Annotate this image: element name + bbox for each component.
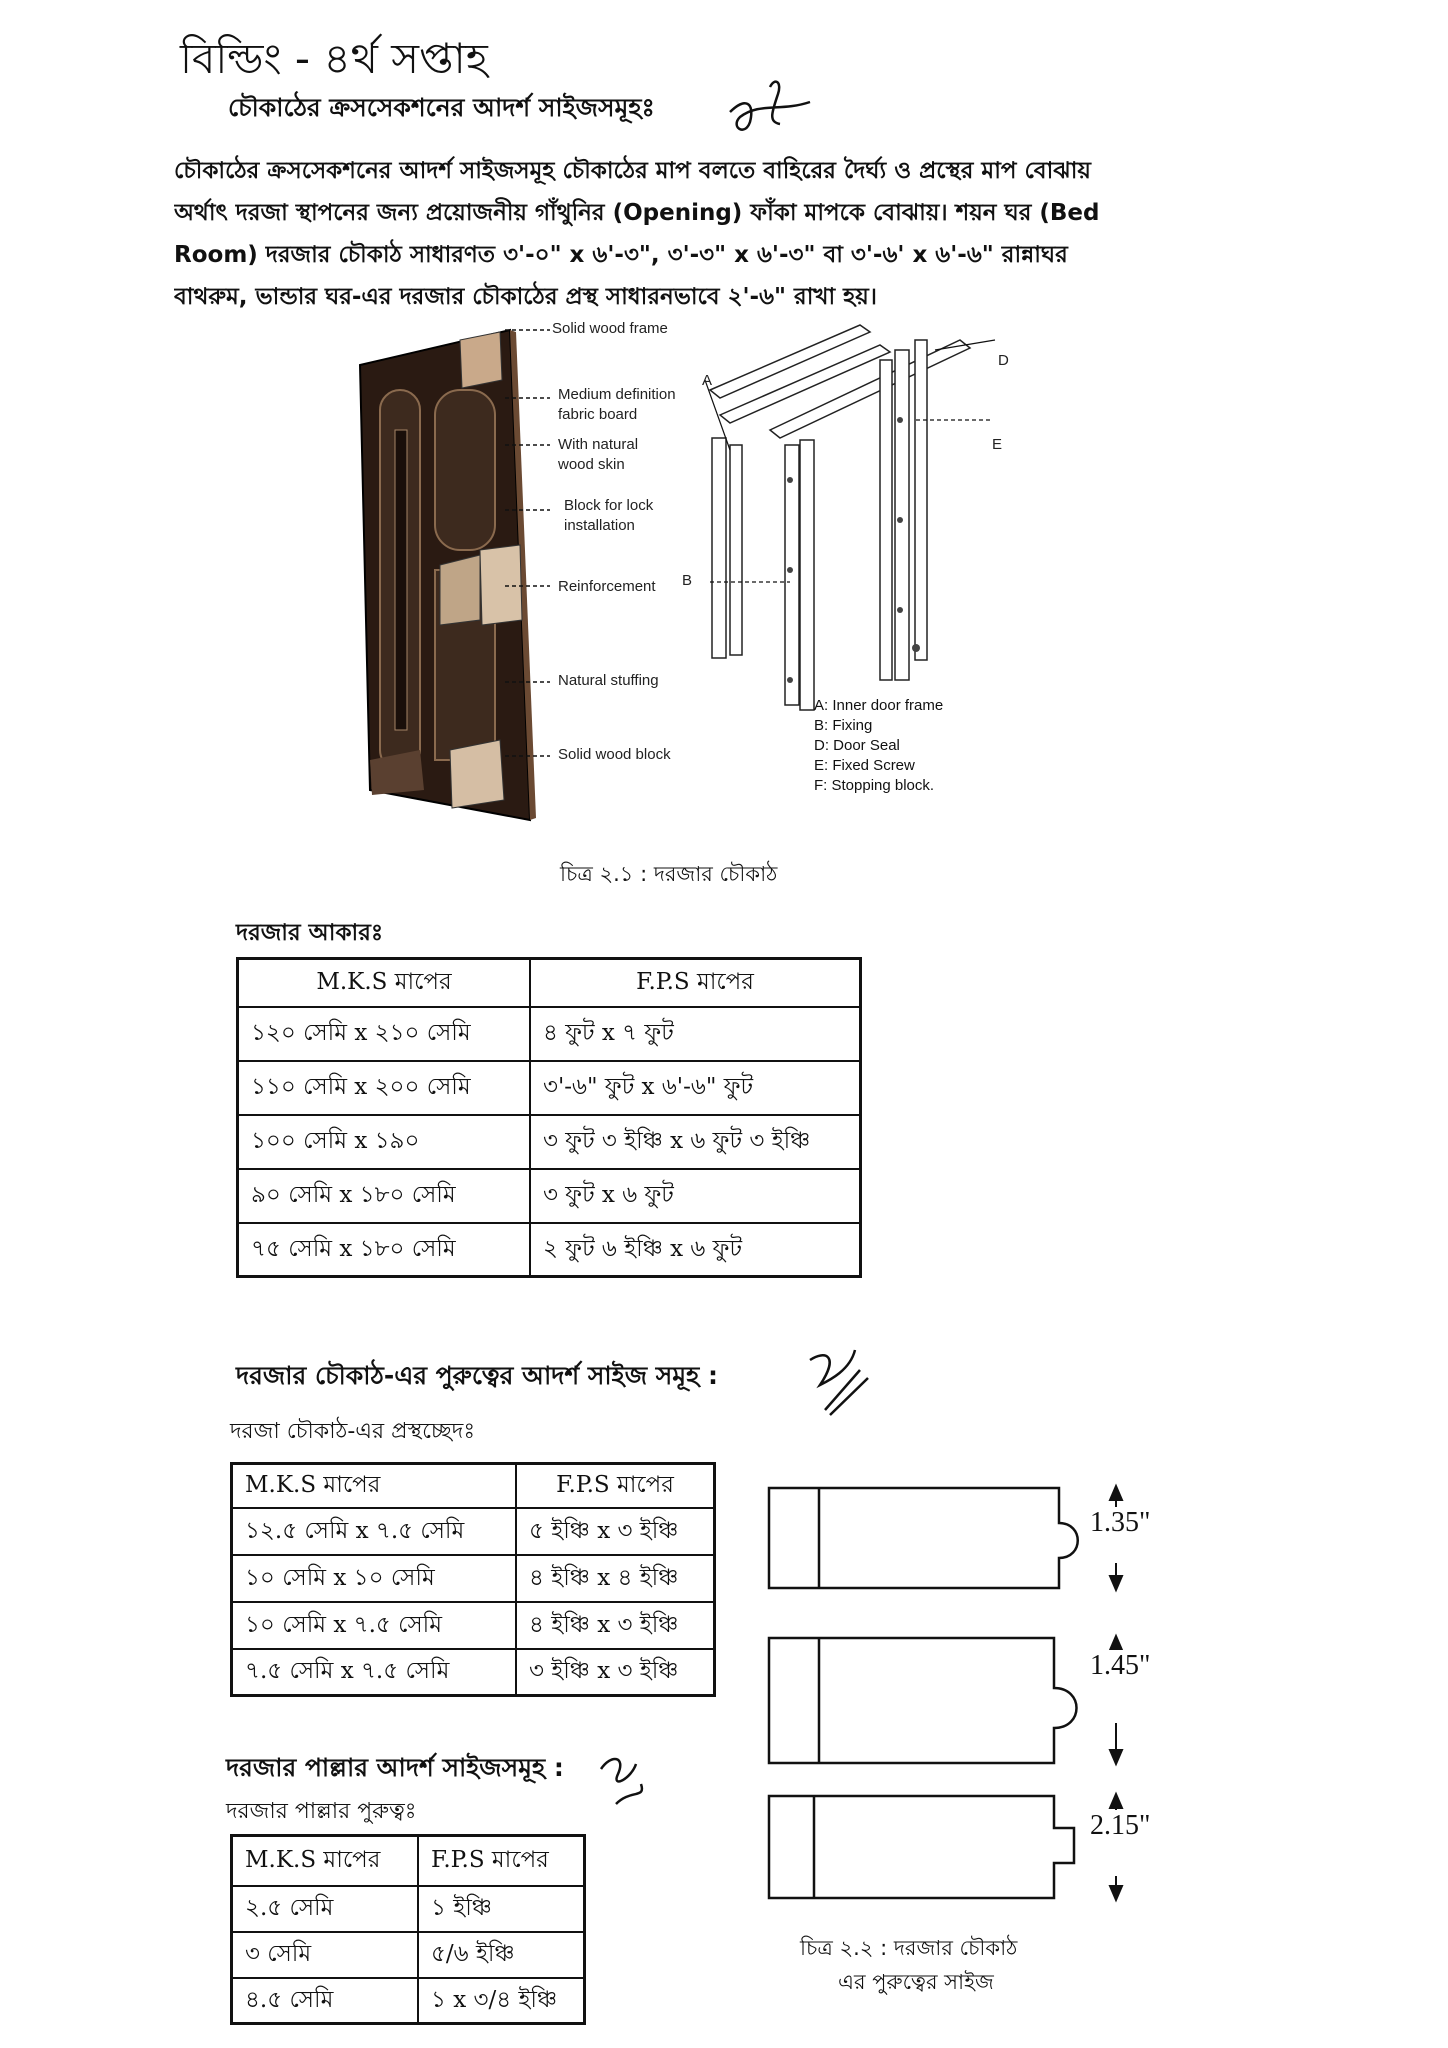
table-row bbox=[238, 1061, 861, 1115]
legend-item: D: Door Seal bbox=[814, 737, 900, 754]
table-cell: ১০ সেমি x ৭.৫ সেমি bbox=[232, 1602, 517, 1649]
legend-item: A: Inner door frame bbox=[814, 697, 944, 714]
table-header: F.P.S মাপের bbox=[418, 1836, 585, 1886]
table-row bbox=[232, 1649, 715, 1696]
label-skin-line1: With natural bbox=[558, 436, 639, 453]
table-cell: ৩ ইঞ্চি x ৩ ইঞ্চি bbox=[516, 1649, 715, 1696]
door-frame-exploded-diagram bbox=[690, 320, 1020, 740]
table-cell: ১০ সেমি x ১০ সেমি bbox=[232, 1555, 517, 1602]
table-header: M.K.S মাপের bbox=[232, 1464, 517, 1508]
table-cell: ১ ইঞ্চি bbox=[418, 1886, 585, 1932]
table-cell: ৭.৫ সেমি x ৭.৫ সেমি bbox=[232, 1649, 517, 1696]
table-cell: ২.৫ সেমি bbox=[232, 1886, 419, 1932]
leaf-thickness-table bbox=[230, 1834, 586, 2025]
table-cell: ১২.৫ সেমি x ৭.৫ সেমি bbox=[232, 1508, 517, 1555]
leaf-thickness-heading: দরজার পাল্লার আদর্শ সাইজসমূহ : bbox=[226, 1753, 564, 1782]
frame-letter-e: E bbox=[992, 436, 1003, 453]
frame-legend bbox=[814, 696, 943, 796]
handwritten-mark-3 bbox=[596, 1744, 676, 1814]
frame-thickness-table bbox=[230, 1462, 716, 1697]
intro-line-2: অর্থাৎ দরজা স্থাপনের জন্য প্রয়োজনীয় গাঁথুনির (Opening) ফাঁকা মাপকে বোঝায়। শয়ন ঘর (Bed bbox=[174, 200, 1100, 226]
intro-paragraph bbox=[174, 150, 1184, 318]
table-cell: ১১০ সেমি x ২০০ সেমি bbox=[238, 1061, 531, 1115]
dimension-label-1: 1.35" bbox=[1090, 1507, 1151, 1538]
table-row bbox=[232, 1886, 585, 1932]
page-title: বিল্ডিং - ৪র্থ সপ্তাহ bbox=[180, 34, 488, 83]
frame-thickness-heading: দরজার চৌকাঠ-এর পুরুত্বের আদর্শ সাইজ সমূহ : bbox=[236, 1361, 718, 1390]
handwritten-mark-1 bbox=[720, 72, 830, 142]
door-size-table bbox=[236, 957, 862, 1278]
label-solid-wood-frame: Solid wood frame bbox=[552, 320, 668, 337]
table-cell: ১২০ সেমি x ২১০ সেমি bbox=[238, 1007, 531, 1061]
handwritten-mark-2 bbox=[800, 1340, 880, 1420]
label-solid-wood-block: Solid wood block bbox=[558, 746, 671, 763]
table-cell: ৪ ইঞ্চি x ৪ ইঞ্চি bbox=[516, 1555, 715, 1602]
table-header: M.K.S মাপের bbox=[238, 959, 531, 1007]
frame-thickness-subheading: দরজা চৌকাঠ-এর প্রস্থচ্ছেদঃ bbox=[230, 1419, 476, 1444]
intro-line-4: বাথরুম, ভান্ডার ঘর-এর দরজার চৌকাঠের প্রস্থ সাধারনভাবে ২'-৬" রাখা হয়। bbox=[174, 284, 878, 310]
table-cell: ১০০ সেমি x ১৯০ bbox=[238, 1115, 531, 1169]
figure1-caption: চিত্র ২.১ : দরজার চৌকাঠ bbox=[560, 862, 778, 886]
table-cell: ৪.৫ সেমি bbox=[232, 1978, 419, 2024]
intro-line-3: Room) দরজার চৌকাঠ সাধারণত ৩'-০" x ৬'-৩", ৩'-৩" x ৬'-৩" বা ৩'-৬' x ৬'-৬" রান্নাঘর bbox=[174, 242, 1068, 268]
legend-item: E: Fixed Screw bbox=[814, 757, 915, 774]
door-size-heading: দরজার আকারঃ bbox=[236, 920, 384, 946]
table-row bbox=[232, 1508, 715, 1555]
table-cell: ৫ ইঞ্চি x ৩ ইঞ্চি bbox=[516, 1508, 715, 1555]
table-cell: ১ x ৩/৪ ইঞ্চি bbox=[418, 1978, 585, 2024]
table-row bbox=[232, 1555, 715, 1602]
table-cell: ৩ ফুট ৩ ইঞ্চি x ৬ ফুট ৩ ইঞ্চি bbox=[530, 1115, 861, 1169]
figure2-caption-line2: এর পুরুত্বের সাইজ bbox=[838, 1970, 994, 1994]
frame-letter-b: B bbox=[682, 572, 693, 589]
label-natural-stuffing: Natural stuffing bbox=[558, 672, 659, 689]
table-cell: ৩ সেমি bbox=[232, 1932, 419, 1978]
table-row bbox=[238, 1169, 861, 1223]
frame-profile-diagrams bbox=[764, 1478, 1134, 1918]
dimension-label-3: 2.15" bbox=[1090, 1810, 1151, 1841]
table-header: F.P.S মাপের bbox=[530, 959, 861, 1007]
table-cell: ৪ ইঞ্চি x ৩ ইঞ্চি bbox=[516, 1602, 715, 1649]
section-heading-cross-section: চৌকাঠের ক্রসসেকশনের আদর্শ সাইজসমূহঃ bbox=[228, 93, 655, 122]
label-lock-line1: Block for lock bbox=[564, 497, 654, 514]
intro-line-1: চৌকাঠের ক্রসসেকশনের আদর্শ সাইজসমূহ চৌকাঠের মাপ বলতে বাহিরের দৈর্ঘ্য ও প্রস্থের মাপ বোঝায় bbox=[174, 158, 1091, 184]
table-row bbox=[238, 1007, 861, 1061]
frame-letter-a: A bbox=[702, 372, 713, 389]
table-row bbox=[232, 1932, 585, 1978]
table-cell: ৪ ফুট x ৭ ফুট bbox=[530, 1007, 861, 1061]
table-row bbox=[232, 1978, 585, 2024]
label-reinforcement: Reinforcement bbox=[558, 578, 656, 595]
table-cell: ৩'-৬" ফুট x ৬'-৬" ফুট bbox=[530, 1061, 861, 1115]
figure2-caption-line1: চিত্র ২.২ : দরজার চৌকাঠ bbox=[800, 1936, 1018, 1960]
table-row bbox=[238, 1115, 861, 1169]
dimension-label-2: 1.45" bbox=[1090, 1650, 1151, 1681]
table-row bbox=[232, 1602, 715, 1649]
label-mdf-line2: fabric board bbox=[558, 406, 638, 423]
door-leader-lines bbox=[500, 320, 560, 770]
table-cell: ৭৫ সেমি x ১৮০ সেমি bbox=[238, 1223, 531, 1277]
label-lock-line2: installation bbox=[564, 517, 635, 534]
table-cell: ৫/৬ ইঞ্চি bbox=[418, 1932, 585, 1978]
legend-item: F: Stopping block. bbox=[814, 777, 935, 794]
table-header: M.K.S মাপের bbox=[232, 1836, 419, 1886]
table-row bbox=[238, 1223, 861, 1277]
leaf-thickness-subheading: দরজার পাল্লার পুরুত্বঃ bbox=[226, 1799, 417, 1824]
frame-letter-d: D bbox=[998, 352, 1009, 369]
table-cell: ৩ ফুট x ৬ ফুট bbox=[530, 1169, 861, 1223]
table-cell: ২ ফুট ৬ ইঞ্চি x ৬ ফুট bbox=[530, 1223, 861, 1277]
label-skin-line2: wood skin bbox=[558, 456, 625, 473]
legend-item: B: Fixing bbox=[814, 717, 873, 734]
label-mdf-line1: Medium definition bbox=[558, 386, 676, 403]
table-header: F.P.S মাপের bbox=[516, 1464, 715, 1508]
table-cell: ৯০ সেমি x ১৮০ সেমি bbox=[238, 1169, 531, 1223]
